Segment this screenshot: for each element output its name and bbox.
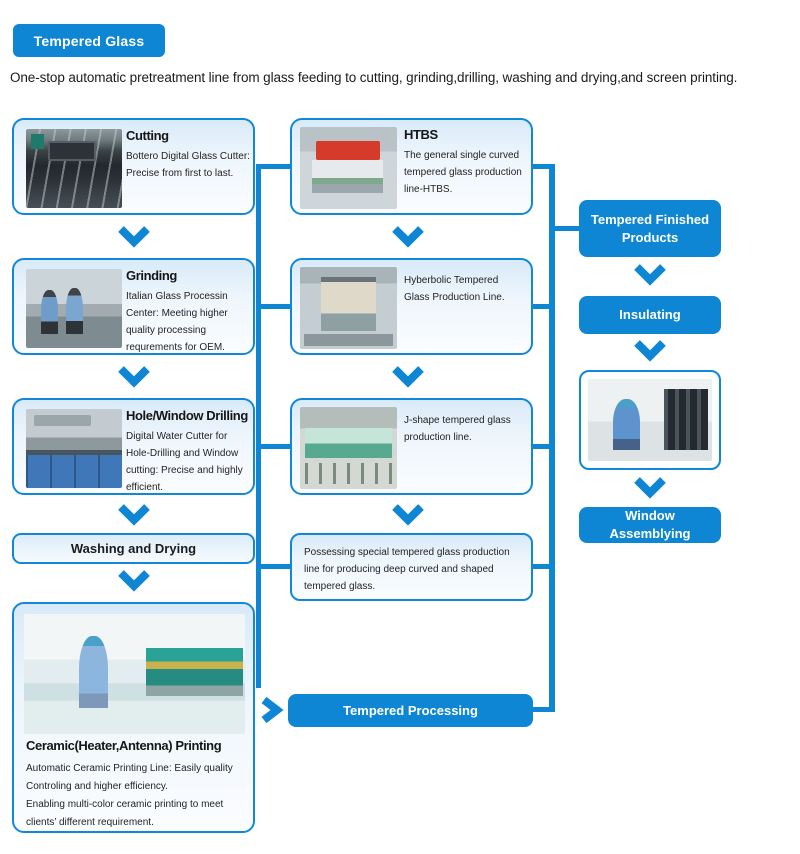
cutting-desc: Bottero Digital Glass Cutter: Precise from first to last. [126, 151, 250, 179]
arrow-down-icon [391, 226, 425, 248]
connector-line [530, 164, 555, 169]
ceramic-title: Ceramic(Heater,Antenna) Printing [26, 738, 222, 753]
connector-line [549, 226, 580, 231]
special-desc: Possessing special tempered glass production line for producing deep curved and shaped tempered glass. [304, 547, 510, 592]
finished-products-node: Tempered Finished Products [579, 200, 721, 257]
special-line-card [290, 533, 533, 601]
htbs-desc: The general single curved tempered glass production line-HTBS. [404, 150, 522, 195]
hyperbolic-line-card [290, 258, 533, 355]
connector-line [530, 564, 555, 569]
connector-line [256, 164, 292, 169]
grinding-desc: Italian Glass Processin Center: Meeting higher quality processing requrements for OEM. [126, 291, 228, 353]
window-assembling-node: Window Assemblying [579, 507, 721, 543]
htbs-furnace-photo [300, 127, 397, 209]
insulating-photo-card [579, 370, 721, 470]
grinding-step-card [12, 258, 255, 355]
grinding-title: Grinding [126, 268, 177, 283]
jshape-line-card [290, 398, 533, 495]
hyperbolic-line-photo [300, 267, 397, 349]
arrow-down-icon [117, 226, 151, 248]
washing-drying-step: Washing and Drying [12, 533, 255, 564]
arrow-down-icon [633, 477, 667, 499]
connector-right-bus [549, 164, 555, 712]
water-cutter-photo [26, 409, 122, 488]
connector-left-bus [256, 164, 261, 688]
arrow-right-icon [260, 696, 284, 724]
connector-line [530, 444, 555, 449]
hyperbolic-desc: Hyberbolic Tempered Glass Production Line. [404, 275, 505, 303]
intro-text: One-stop automatic pretreatment line from glass feeding to cutting, grinding,drilling, washing and drying,and screen printing. [10, 70, 738, 85]
drilling-step-card [12, 398, 255, 495]
cutting-step-card [12, 118, 255, 215]
grinding-workers-photo [26, 269, 122, 348]
arrow-down-icon [117, 504, 151, 526]
ceramic-printing-photo [24, 614, 245, 734]
connector-line [530, 304, 555, 309]
cutting-machine-photo [26, 129, 122, 208]
arrow-down-icon [633, 340, 667, 362]
drilling-desc: Digital Water Cutter for Hole-Drilling and Window cutting: Precise and highly efficient. [126, 431, 243, 493]
ceramic-printing-card [12, 602, 255, 833]
insulating-node: Insulating [579, 296, 721, 334]
arrow-down-icon [117, 570, 151, 592]
ceramic-desc: Automatic Ceramic Printing Line: Easily quality Controling and higher efficiency. Enabling multi-color ceramic printing to meet clients’ different requirement. [26, 763, 233, 828]
connector-line [256, 564, 292, 569]
arrow-down-icon [391, 504, 425, 526]
connector-line [256, 304, 292, 309]
connector-line [256, 444, 292, 449]
tempered-glass-badge: Tempered Glass [13, 24, 165, 57]
insulating-machine-photo [588, 379, 712, 461]
tempered-processing-node: Tempered Processing [288, 694, 533, 727]
arrow-down-icon [117, 366, 151, 388]
cutting-title: Cutting [126, 128, 169, 143]
htbs-line-card [290, 118, 533, 215]
connector-line [530, 707, 555, 712]
jshape-desc: J-shape tempered glass production line. [404, 415, 511, 443]
jshape-line-photo [300, 407, 397, 489]
arrow-down-icon [391, 366, 425, 388]
htbs-title: HTBS [404, 127, 438, 142]
arrow-down-icon [633, 264, 667, 286]
drilling-title: Hole/Window Drilling [126, 408, 248, 423]
